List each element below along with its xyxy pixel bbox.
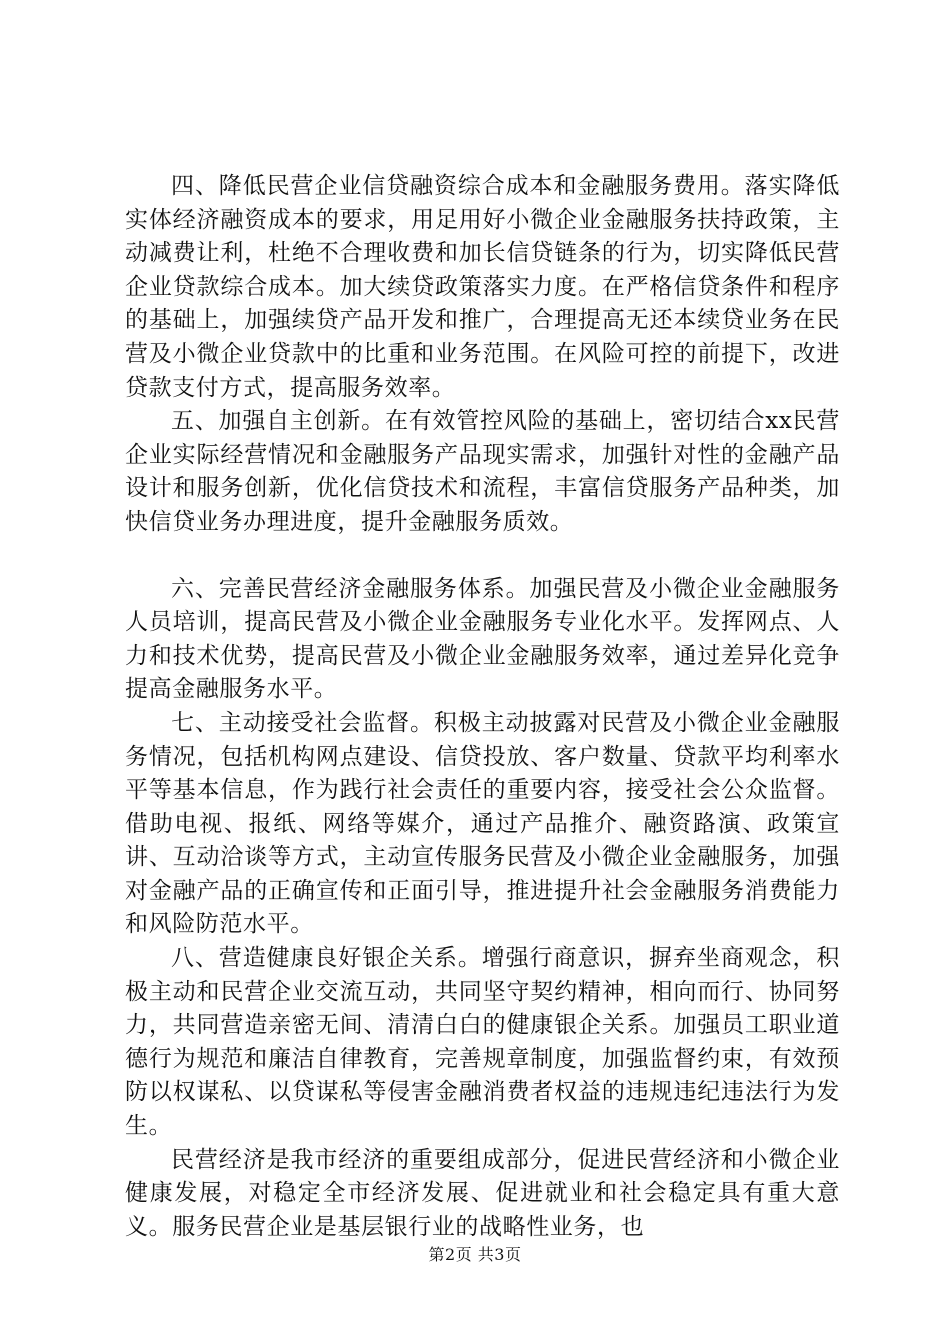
page-number-footer: 第2页 共3页 [428,1245,522,1264]
paragraph-6-service-system: 六、完善民营经济金融服务体系。加强民营及小微企业金融服务人员培训，提高民营及小微企业金融服务专业化水平。发挥网点、人力和技术优势，提高民营及小微企业金融服务效率，通过差异化竞争提高金融服务水平。 [125,575,840,703]
paragraph-7-supervision: 七、主动接受社会监督。积极主动披露对民营及小微企业金融服务情况，包括机构网点建设、信贷投放、客户数量、贷款平均利率水平等基本信息，作为践行社会责任的重要内容，接受社会公众监督。借助电视、报纸、网络等媒介，通过产品推介、融资路演、政策宣讲、互动洽谈等方式，主动宣传服务民营及小微企业金融服务，加强对金融产品的正确宣传和正面引导，推进提升社会金融服务消费能力和风险防范水平。 [125,709,840,938]
document-body [125,170,840,1244]
paragraph-4-reduce-costs: 四、降低民营企业信贷融资综合成本和金融服务费用。落实降低实体经济融资成本的要求，用足用好小微企业金融服务扶持政策，主动减费让利，杜绝不合理收费和加长信贷链条的行为，切实降低民营企业贷款综合成本。加大续贷政策落实力度。在严格信贷条件和程序的基础上，加强续贷产品开发和推广，合理提高无还本续贷业务在民营及小微企业贷款中的比重和业务范围。在风险可控的前提下，改进贷款支付方式，提高服务效率。 [125,173,840,401]
paragraph-8-bank-enterprise-relations: 八、营造健康良好银企关系。增强行商意识，摒弃坐商观念，积极主动和民营企业交流互动，共同坚守契约精神，相向而行、协同努力，共同营造亲密无间、清清白白的健康银企关系。加强员工职业道德行为规范和廉洁自律教育，完善规章制度，加强监督约束，有效预防以权谋私、以贷谋私等侵害金融消费者权益的违规违纪违法行为发生。 [125,945,840,1140]
paragraph-conclusion: 民营经济是我市经济的重要组成部分，促进民营经济和小微企业健康发展，对稳定全市经济发展、促进就业和社会稳定具有重大意义。服务民营企业是基层银行业的战略性业务，也 [125,1146,840,1240]
paragraph-5-innovation: 五、加强自主创新。在有效管控风险的基础上，密切结合xx民营企业实际经营情况和金融服务产品现实需求，加强针对性的金融产品设计和服务创新，优化信贷技术和流程，丰富信贷服务产品种类，加快信贷业务办理进度，提升金融服务质效。 [125,408,840,535]
